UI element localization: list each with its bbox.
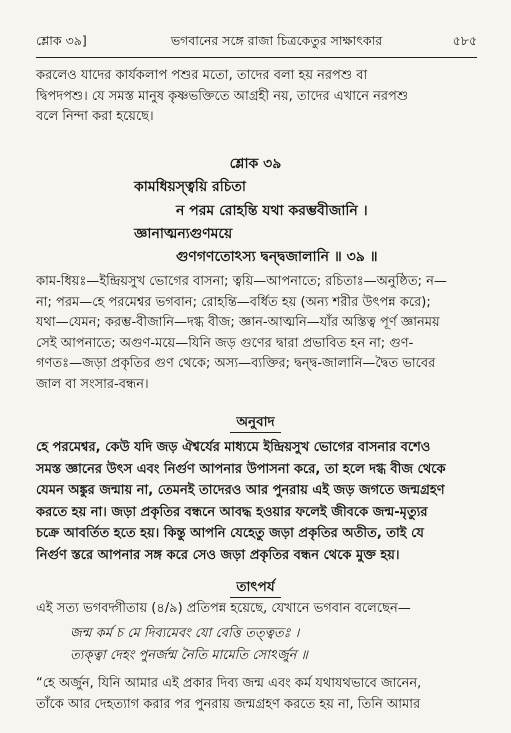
text-line: সেই আপনাতে; অগুণ-ময়ে—যিনি জড় গুণের দ্বারা প্রভাবিত হন না; গুণ- (36, 335, 414, 351)
text-line: বলে নিন্দা করা হয়েছে। (36, 109, 154, 124)
text-line: গণতঃ—জড়া প্রকৃতির গুণ থেকে; অস্য—ব্যক্তির; দ্বন্দ্ব-জালানি—দ্বৈত ভাবের (36, 356, 436, 371)
text-line: সমস্ত জ্ঞানের উৎস এবং নির্গুণ আপনার উপাসনা করে, তা হলে দগ্ধ বীজ থেকে (36, 461, 446, 477)
verse-line: গুণগণতোঽস্য দ্বন্দ্বজালানি ॥ ৩৯ ॥ (176, 249, 378, 265)
verse-line: ন পরম রোহন্তি যথা করম্ভবীজানি । (176, 203, 368, 219)
purport-paragraph (36, 674, 477, 715)
text-line: করলেও যাদের কার্যকলাপ পশুর মতো, তাদের বলা হয় নরপশু বা (36, 68, 368, 83)
text-line: নির্গুণ স্তরে আপনার সঙ্গ করে সেও জড়া প্রকৃতির বন্ধন থেকে মুক্ত হয়। (36, 547, 400, 563)
text-line: হে পরমেশ্বর, কেউ যদি জড় ঐশ্বর্যের মাধ্যমে ইন্দ্রিয়সুখ ভোগের বাসনার বশেও (36, 440, 431, 455)
translation-heading: অনুবাদ (0, 411, 511, 434)
text-line: না; পরম—হে পরমেশ্বর ভগবান; রোহন্তি—বর্ধিত হয় (অন্য শরীর উৎপন্ন করে); (36, 294, 431, 310)
page-header (36, 32, 477, 54)
text-line: তাঁকে আর দেহত্যাগ করার পর পুনরায় জন্মগ্রহণ করতে হয় না, তিনি আমার (36, 696, 421, 712)
gita-quote-line: ত্যক্ত্বা দেহং পুনর্জন্ম নৈতি মামেতি সোঽর্জুন ॥ (70, 648, 308, 663)
text-line: কাম-ধিয়ঃ—ইন্দ্রিয়সুখ ভোগের বাসনা; ত্বয়ি—আপনাতে; রচিতাঃ—অনুষ্ঠিত; ন— (36, 274, 447, 289)
text-line: করতে হয় না। জড়া প্রকৃতির বন্ধনে আবদ্ধ হওয়ার ফলেই জীবকে জন্ম-মৃত্যুর (36, 504, 428, 520)
gita-quote-line: জন্ম কর্ম চ মে দিব্যমেবং যো বেত্তি তত্ত্বতঃ । (70, 626, 300, 641)
chapter-title: ভগবানের সঙ্গে রাজা চিত্রকেতুর সাক্ষাৎকার (170, 33, 383, 48)
synonyms-paragraph (36, 272, 477, 395)
translation-paragraph (36, 437, 477, 566)
intro-paragraph (36, 66, 477, 128)
purport-intro: এই সত্য ভগবদ্গীতায় (৪/৯) প্রতিপন্ন হয়েছে, যেখানে ভগবান বলেছেন— (36, 601, 411, 616)
verse-line: জ্ঞানাত্মন্যগুণময়ে (134, 226, 233, 242)
purport-heading: তাৎপর্য (0, 576, 511, 599)
text-line: “হে অর্জুন, যিনি আমার এই প্রকার দিব্য জন্ম এবং কর্ম যথাযথভাবে জানেন, (36, 676, 422, 691)
page-number: ৫৮৫ (452, 33, 477, 48)
verse-reference: শ্লোক ৩৯] (36, 33, 87, 48)
text-line: যথা—যেমন; করম্ভ-বীজানি—দগ্ধ বীজ; জ্ঞান-আত্মনি—যাঁর অস্তিত্ব পূর্ণ জ্ঞানময় (36, 315, 440, 330)
text-line: জাল বা সংসার-বন্ধন। (36, 376, 149, 392)
verse-line: কামধিয়স্ত্বয়ি রচিতা (134, 179, 246, 195)
text-line: দ্বিপদপশু। যে সমস্ত মানুষ কৃষ্ণভক্তিতে আগ্রহী নয়, তাদের এখানে নরপশু (36, 88, 409, 104)
verse-heading: শ্লোক ৩৯ (229, 156, 282, 172)
text-line: যেমন অঙ্কুর জন্মায় না, তেমনই তাদেরও আর পুনরায় এই জড় জগতে জন্মগ্রহণ (36, 483, 445, 498)
text-line: চক্রে আবর্তিত হতে হয়। কিন্তু আপনি যেহেতু জড়া প্রকৃতির অতীত, তাই যে (36, 526, 424, 541)
header-rule (36, 57, 477, 58)
